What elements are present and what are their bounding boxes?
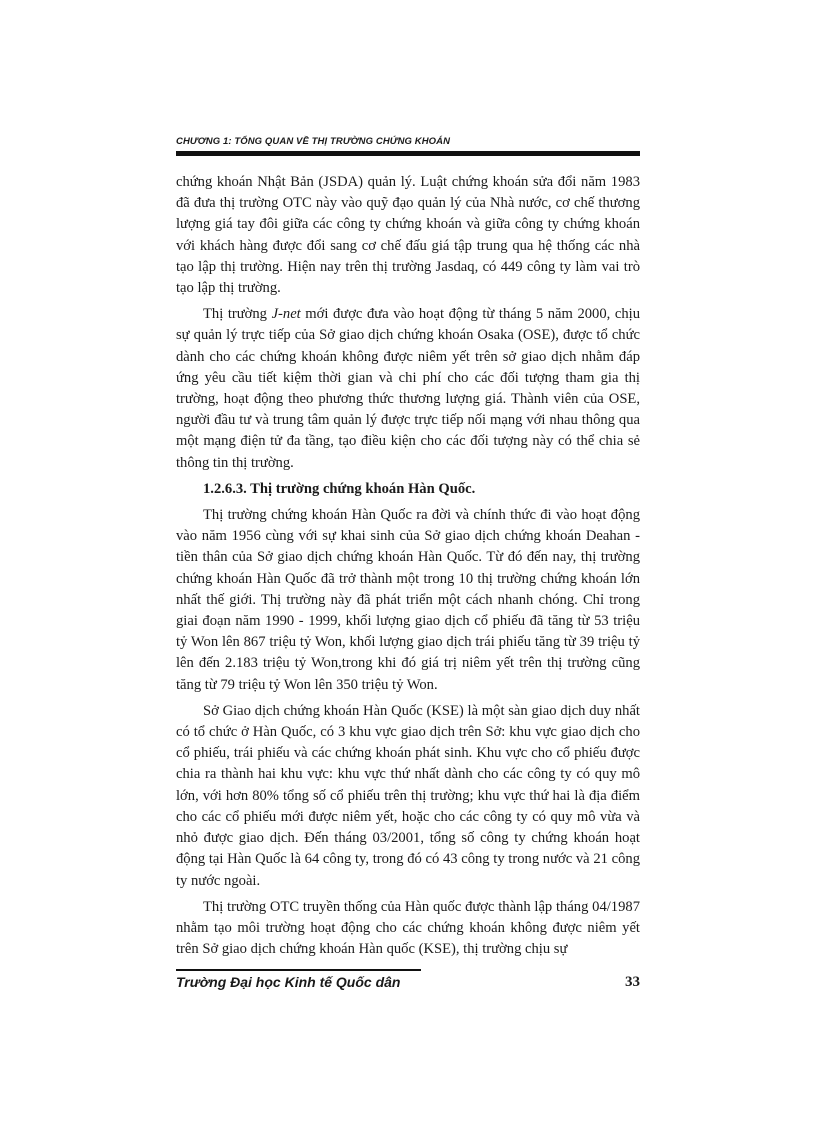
chapter-header: CHƯƠNG 1: TỔNG QUAN VỀ THỊ TRƯỜNG CHỨNG KHOÁN xyxy=(176,136,451,147)
section-heading: 1.2.6.3. Thị trường chứng khoán Hàn Quốc. xyxy=(203,480,476,497)
paragraph-2-lead: Thị trường xyxy=(203,306,272,323)
footer-institution: Trường Đại học Kinh tế Quốc dân xyxy=(176,974,401,990)
footer-rule xyxy=(176,969,421,971)
body-text xyxy=(176,172,640,965)
paragraph-2-rest: mới được đưa vào hoạt động từ tháng 5 năm 2000, chịu sự quản lý trực tiếp của Sở giao dịch chứng khoán Osaka (OSE), được tổ chức dành cho các chứng khoán không được niêm yết trên sở giao dịch nhằm đáp ứng yêu cầu tiết kiệm thời gian và chi phí cho các đối tượng tham gia thị trường, hoạt động theo phương thức thương lượng giá. Thành viên của OSE, người đầu tư và trung tâm quản lý được trực tiếp nối mạng với nhau thông qua một mạng điện tử đa tầng, tạo điều kiện cho các đối tượng này có thể chia sẻ thông tin thị trường. xyxy=(176,306,640,471)
paragraph-2-emphasis: J-net xyxy=(271,306,301,323)
paragraph-5: Thị trường OTC truyền thống của Hàn quốc được thành lập tháng 04/1987 nhằm tạo môi trường hoạt động cho các chứng khoán không được niêm yết trên Sở giao dịch chứng khoán Hàn quốc (KSE), thị trường chịu sự xyxy=(176,898,640,958)
paragraph-3: Thị trường chứng khoán Hàn Quốc ra đời và chính thức đi vào hoạt động vào năm 1956 cùng với sự khai sinh của Sở giao dịch chứng khoán Deahan - tiền thân của Sở giao dịch chứng khoán Hàn Quốc. Từ đó đến nay, thị trường chứng khoán Hàn Quốc đã trở thành một trong 10 thị trường chứng khoán lớn nhất thế giới. Thị trường này đã phát triển một cách nhanh chóng. Chỉ trong giai đoạn năm 1990 - 1999, khối lượng giao dịch cổ phiếu đã tăng từ 53 triệu tỷ Won lên 867 triệu tỷ Won, khối lượng giao dịch trái phiếu tăng từ 39 triệu tỷ lên đến 2.183 triệu tỷ Won,trong khi đó giá trị niêm yết trên thị trường cũng tăng từ 79 triệu tỷ Won lên 350 triệu tỷ Won. xyxy=(176,507,640,693)
header-rule xyxy=(176,151,640,156)
page-number: 33 xyxy=(625,974,640,990)
paragraph-1: chứng khoán Nhật Bản (JSDA) quản lý. Luật chứng khoán sửa đổi năm 1983 đã đưa thị trường OTC này vào quỹ đạo quản lý của Nhà nước, cơ chế thương lượng giá tay đôi giữa các công ty chứng khoán và giữa công ty chứng khoán với khách hàng được đổi sang cơ chế đấu giá tập trung qua hệ thống các nhà tạo lập thị trường. Hiện nay trên thị trường Jasdaq, có 449 công ty làm vai trò tạo lập thị trường. xyxy=(176,174,640,297)
paragraph-4: Sở Giao dịch chứng khoán Hàn Quốc (KSE) là một sàn giao dịch duy nhất có tổ chức ở Hàn Quốc, có 3 khu vực giao dịch trên Sở: khu vực giao dịch cho cổ phiếu, trái phiếu và các chứng khoán phát sinh. Khu vực cho cổ phiếu được chia ra thành hai khu vực: khu vực thứ nhất dành cho các công ty có quy mô lớn, với hơn 80% tổng số cổ phiếu trên thị trường; khu vực thứ hai là địa điểm cho các cổ phiếu mới được niêm yết, hoặc cho các công ty có quy mô vừa và nhỏ được giao dịch. Đến tháng 03/2001, tổng số công ty chứng khoán hoạt động tại Hàn Quốc là 64 công ty, trong đó có 43 công ty trong nước và 21 công ty nước ngoài. xyxy=(176,702,640,889)
paragraph-2 xyxy=(176,304,640,474)
